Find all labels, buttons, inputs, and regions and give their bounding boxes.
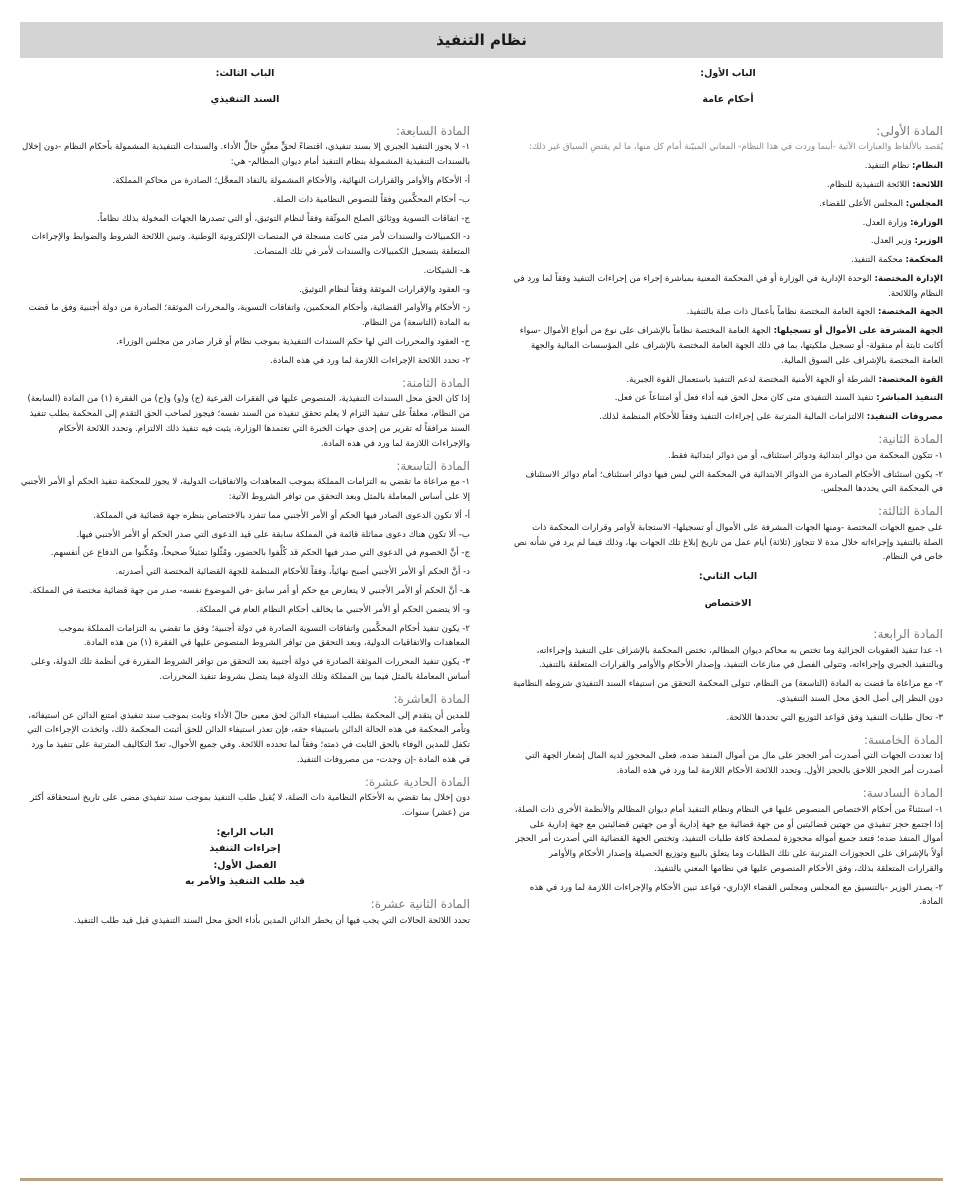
article-paragraph: ج- اتفاقات التسوية ووثائق الصلح الموثّقة وفقاً لنظام التوثيق، أو التي تصدرها الجهات المخولة بذلك نظاماً. [97,213,470,224]
article-paragraph: ج- أنَّ الخصوم في الدعوى التي صدر فيها الحكم قد كُلِّفوا بالحضور، ومُثِّلوا تمثيلاً صحيحاً، ومُكِّنوا من الدفاع عن أنفسهم. [50,548,470,559]
article-paragraph: أ- ألا تكون الدعوى الصادر فيها الحكم أو الأمر الأجنبي مما تنفرد بالاختصاص بنظره جهة قضائية في المملكة. [93,510,470,521]
article-paragraph: هـ- أنَّ الحكم أو الأمر الأجنبي لا يتعارض مع حكم أو أمر سابق -في الموضوع نفسه- صدر من جهة قضائية مختصة في المملكة. [29,586,470,597]
definition-text: الجهة العامة المختصة نظاماً بأعمال ذات صلة بالتنفيذ. [686,307,876,318]
document-title: نظام التنفيذ [20,22,943,58]
article-paragraph: ١- لا يجوز التنفيذ الجبري إلا بسند تنفيذي، اقتضاءً لحقٍّ معيَّنٍ حالِّ الأداء. والسندات التنفيذية المشمولة بأحكام النظام -دون إخلال بالسندات التنفيذية المشمولة بنظام التنفيذ أمام ديوان المظالم- هي: [22,142,470,168]
section-title: الفصل الأول: [213,859,277,871]
definition-term: الجهة المشرفة على الأموال أو تسجيلها: [773,326,943,337]
left-column [20,62,470,933]
definitions-list [513,159,943,425]
chapter-subtitle: إجراءات التنفيذ [209,843,281,855]
article-title: المادة التاسعة: [396,458,470,473]
article-title: المادة الثانية: [878,431,943,446]
definition-term: الوزارة: [910,217,943,228]
article-paragraph: ١- مع مراعاة ما تقضي به التزامات المملكة بموجب المعاهدات والاتفاقيات الدولية، لا يجوز للمحكمة تنفيذ الحكم أو الأمر الأجنبي إلا على أساس المعاملة بالمثل وبعد التحقق من توافر الشروط الآتية: [20,477,470,503]
article-paragraph: ٢- يكون استئناف الأحكام الصادرة من الدوائر الابتدائية في المحكمة التي ليس فيها دوائر استئناف؛ أمام دوائر الاستئناف في المحكمة التي يحددها المجلس. [525,469,943,495]
definition-term: الوزير: [914,236,943,247]
article-title: المادة الحادية عشرة: [364,774,470,789]
article-intro: يُقصد بالألفاظ والعبارات الآتية -أينما وردت في هذا النظام- المعاني المبيّنة أمام كل منها، ما لم يقتضِ السياق غير ذلك: [529,142,943,153]
definition-term: التنفيذ المباشر: [876,393,943,404]
article-paragraph: ٣- يكون تنفيذ المحررات الموثقة الصادرة في دولة أجنبية بعد التحقق من توافر الشروط المقررة في أنظمة تلك الدولة، وعلى أساس المعاملة بالمثل فيما بين المملكة وتلك الدولة فيما يتصل بشروط تنفيذ المحررات. [31,657,470,682]
article-paragraph: ١- عدا تنفيذ العقوبات الجزائية وما تختص به محاكم ديوان المظالم، تختص المحكمة بالإشراف على التنفيذ وإجراءاته، وبالتنفيذ الجبري وإجراءاته، وتتولى الفصل في منازعات التنفيذ، وإصدار الأحكام والأوامر والقرارات المتعلقة بالتنفيذ. [536,645,943,671]
article-paragraph: إذا كان الحق محل السندات التنفيذية، المنصوص عليها في الفقرات الفرعية (ج) و(و) و(ح) من الفقرة (١) من المادة (السابعة) من النظام، معلقاً على تنفيذ التزام لا يعلم تحقق تنفيذه من السند نفسه؛ فيجوز لصاحب الحق التقدم إلى المحكمة بطلب تنفيذ السند مرافقاً له تقرير من إحدى جهات الخبرة التي تعتمدها الوزارة، يثبت فيه تنفيذ ذلك الالتزام. وتحدد اللائحة الأحكام والإجراءات اللازمة لما ورد في هذه المادة. [27,394,470,449]
article-paragraph: ١- استثناءً من أحكام الاختصاص المنصوص عليها في النظام ونظام التنفيذ أمام ديوان المظالم والأنظمة الأخرى ذات الصلة، إذا اجتمع حجز تنفيذي من جهتين قضائيتين أو من جهة قضائية مع جهة إدارية أو من جهتين قضائيتين مع جهة إدارية على أموال المنفذ ضده؛ فتعد جميع أمواله محجوزة لمصلحة كافة طلبات التنفيذ، وتختص الجهة القضائية التي أصدرت أمر الحجز أولاً بالإشراف على الحجوزات المترتبة على تلك الطلبات وما يتعلق بالبيع وتوزيع الحصيلة وإصدار الأحكام والأوامر والقرارات المتعلقة بذلك، وفق الأحكام المنصوص عليها في نظامها المعني بالتنفيذ. [514,804,943,874]
definition-term: المحكمة: [905,255,943,266]
definition-item [513,159,943,174]
definition-text: وزير العدل. [870,236,912,247]
definition-item [513,373,943,388]
article-paragraph: دون إخلال بما تقضي به الأحكام النظامية ذات الصلة، لا يُقبل طلب التنفيذ بموجب سند تنفيذي مضى على تاريخ استحقاقه أكثر من (عشر) سنوات. [30,793,470,819]
article-paragraph: هـ- الشيكات. [423,265,470,276]
chapter-subtitle: أحكام عامة [702,94,754,106]
article-paragraph: ٢- يصدر الوزير -بالتنسيق مع المجلس ومجلس القضاء الإداري- قواعد تبين الأحكام والإجراءات اللازمة لما ورد في هذه المادة. [529,882,943,908]
definition-text: الوحدة الإدارية في الوزارة أو في المحكمة المعنية بمباشرة إجراء من إجراءات التنفيذ وفقاً لما ورد في النظام واللائحة. [513,273,943,299]
definition-term: مصروفات التنفيذ: [866,412,943,423]
definition-text: تنفيذ السند التنفيذي متى كان محل الحق فيه أداء فعل أو امتناعاً عن فعل. [614,393,874,404]
article-title: المادة الثانية عشرة: [370,897,470,912]
article-paragraph: د- الكمبيالات والسندات لأمر متى كانت مسجلة في المنصات الإلكترونية الوطنية. وتبين اللائحة الشروط والضوابط والإجراءات المتعلقة بتسجيل الكمبيالات والسندات لأمر في تلك المنصات. [31,232,470,258]
article-title: المادة السابعة: [396,123,470,138]
definition-term: الإدارة المختصة: [874,273,943,284]
article-title: المادة العاشرة: [393,691,470,706]
definition-item [513,305,943,320]
definition-text: المجلس الأعلى للقضاء. [819,198,904,209]
article-paragraph: و- ألا يتضمن الحكم أو الأمر الأجنبي ما يخالف أحكام النظام العام في المملكة. [196,604,470,615]
article-paragraph: ب- ألا تكون هناك دعوى مماثلة قائمة في المملكة سابقة على قيد الدعوى التي صدر الحكم أو الأمر الأجنبي فيها. [76,529,470,540]
article-paragraph: ١- تتكون المحكمة من دوائر ابتدائية ودوائر استئناف، أو من دوائر ابتدائية فقط. [667,450,943,461]
chapter-title: الباب الأول: [700,68,756,79]
article-paragraph: تحدد اللائحة الحالات التي يجب فيها أن يخطر الدائن المدين بأداء الحق محل السند التنفيذي قبل قيد طلب التنفيذ. [73,916,470,927]
definition-item [513,410,943,425]
definition-text: الجهة العامة المختصة نظاماً بالإشراف على نوع من أنواع الأموال -سواء أكانت ثابتة أم منقولة- أو تسجيل ملكيتها، بما في ذلك الجهة العامة المختصة بالإشراف على المؤسسات المالية والجهة العامة المختصة بالإشراف على السوق المالية. [519,326,943,366]
article-title: المادة السادسة: [862,785,943,800]
definition-term: القوة المختصة: [878,374,943,385]
definition-term: اللائحة: [912,180,943,191]
right-column [513,62,943,914]
definition-item [513,324,943,368]
definition-item [513,197,943,212]
article-paragraph: للمدين أن يتقدم إلى المحكمة بطلب استيفاء الدائن لحق معين حالّ الأداء وثابت بموجب سند تنفيذي امتنع الدائن عن استيفائه، وتأمر المحكمة في هذه الحالة الدائن باستيفاء حقه، فإن تعذر استيفاء الدائن للحق أثبتت المحكمة ذلك، واتخذت الإجراءات التي تكفل للمدين الوفاء بالحق الثابت في ذمته؛ وفقاً لما تحدده اللائحة. وفي جميع الأحوال، تعدّ التكاليف المترتبة على تنفيذ ما ورد في هذه المادة -إن وجدت- من مصروفات التنفيذ. [27,710,470,765]
article-paragraph: ٢- مع مراعاة ما قضت به المادة (التاسعة) من النظام، تتولى المحكمة التحقق من استيفاء السند التنفيذي شروطه النظامية دون النظر إلى أصل الحق محل السند التنفيذي. [513,679,943,705]
article-paragraph: ز- الأحكام والأوامر القضائية، وأحكام المحكمين، واتفاقات التسوية، والمحررات الموثقة؛ الصادرة من دولة أجنبية وفق ما قضت به المادة (التاسعة) من النظام. [28,303,470,329]
article-paragraph: ٢- تحدد اللائحة الإجراءات اللازمة لما ورد في هذه المادة. [270,355,470,366]
section-subtitle: قيد طلب التنفيذ والأمر به [185,875,305,887]
definition-text: الشرطة أو الجهة الأمنية المختصة لدعم التنفيذ باستعمال القوة الجبرية. [626,374,876,385]
chapter-title: الباب الثاني: [698,571,758,583]
chapter-subtitle: الاختصاص [704,597,752,609]
article-paragraph: د- أنَّ الحكم أو الأمر الأجنبي أصبح نهائياً، وفقاً للأحكام المنظمة للجهة القضائية المختصة التي أصدرته. [115,567,470,578]
chapter-subtitle: السند التنفيذي [210,94,280,106]
article-paragraph: أ- الأحكام والأوامر والقرارات النهائية، والأحكام المشمولة بالنفاذ المعجَّل؛ الصادرة من محاكم المملكة. [112,176,470,187]
definition-term: النظام: [911,161,943,172]
definition-text: وزارة العدل. [862,217,908,228]
article-title: المادة الأولى: [876,123,943,138]
article-title: المادة الثالثة: [877,504,943,519]
article-title: المادة الرابعة: [873,626,943,641]
definition-text: نظام التنفيذ. [864,161,910,172]
article-paragraph: ٢- يكون تنفيذ أحكام المحكَّمين واتفاقات التسوية الصادرة في دولة أجنبية؛ وفق ما تقضي به التزامات المملكة بموجب المعاهدات والاتفاقيات الدولية، وبعد التحقق من توافر الشروط المنصوص عليها في الفقرة (١) من هذه المادة. [58,623,470,649]
definition-item [513,234,943,249]
definition-text: الالتزامات المالية المترتبة على إجراءات التنفيذ وفقاً للأحكام المنظمة لذلك. [599,412,865,423]
definition-item [513,216,943,231]
definition-item [513,391,943,406]
definition-item [513,272,943,302]
article-paragraph: ب- أحكام المحكَّمين وفقاً للنصوص النظامية ذات الصلة. [273,194,470,205]
definition-text: اللائحة التنفيذية للنظام. [826,180,910,191]
article-title: المادة الخامسة: [863,732,943,747]
definition-text: محكمة التنفيذ. [851,255,903,266]
article-paragraph: ٣- تحال طلبات التنفيذ وفق قواعد التوزيع التي تحددها اللائحة. [726,712,943,723]
article-paragraph: إذا تعددت الجهات التي أصدرت أمر الحجز على مال من أموال المنفذ ضده، فعلى المحجوز لديه المال إشعار الجهة التي أصدرت أمر الحجز اللاحق بالحجز الأول. وتحدد اللائحة الأحكام اللازمة لما ورد في هذه المادة. [524,751,943,777]
article-title: المادة الثامنة: [402,375,470,390]
article-paragraph: ح- العقود والمحررات التي لها حكم السندات التنفيذية بموجب نظام أو قرار صادر من مجلس الوزراء. [116,337,470,348]
chapter-title: الباب الرابع: [216,826,274,838]
definition-term: المجلس: [905,198,943,209]
definition-term: الجهة المختصة: [878,307,943,318]
definition-item [513,178,943,193]
article-paragraph: و- العقود والإقرارات الموثقة وفقاً لنظام التوثيق. [299,284,470,295]
definition-item [513,253,943,268]
chapter-title: الباب الثالث: [215,68,275,79]
footer-divider [20,1178,943,1181]
article-paragraph: على جميع الجهات المختصة -ومنها الجهات المشرفة على الأموال أو تسجيلها- الاستجابة لأوامر وقرارات المحكمة ذات الصلة بالتنفيذ وإجراءاته خلال مدة لا تتجاوز (ثلاثة) أيام عمل من تاريخ إبلاغ تلك الجهات بها، وذلك فيما لم يرد في شأنه نص خاص في النظام. [513,522,943,563]
